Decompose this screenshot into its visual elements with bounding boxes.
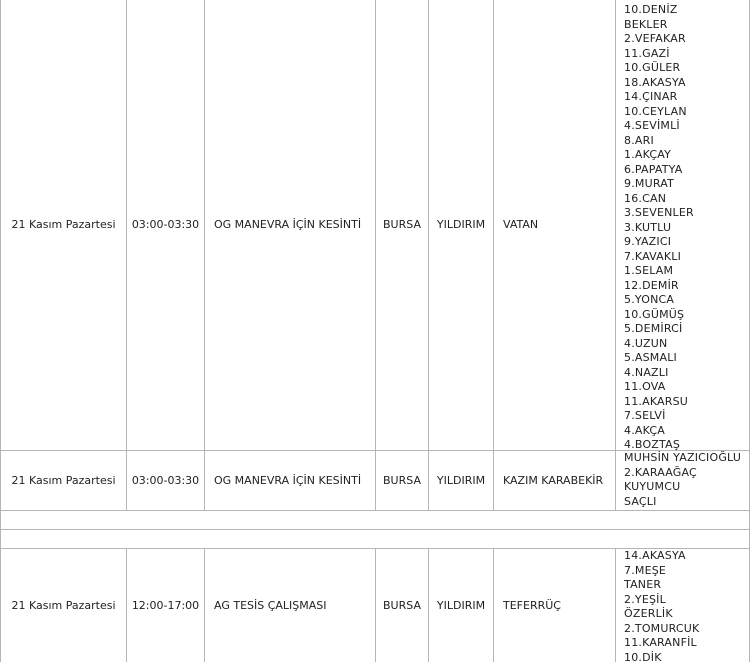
street-item: 18.AKASYA bbox=[624, 76, 750, 91]
row-divider bbox=[0, 529, 750, 530]
neighborhood-cell: KAZIM KARABEKİR bbox=[503, 451, 613, 510]
street-item: BEKLER bbox=[624, 18, 750, 33]
reason-cell: OG MANEVRA İÇİN KESİNTİ bbox=[214, 0, 374, 450]
street-item: 7.KAVAKLI bbox=[624, 250, 750, 265]
street-item: 2.YEŞİL bbox=[624, 593, 750, 608]
street-item: 10.GÜMÜŞ bbox=[624, 308, 750, 323]
street-item: 11.GAZİ bbox=[624, 47, 750, 62]
city-cell: BURSA bbox=[376, 549, 428, 663]
neighborhood-cell: VATAN bbox=[503, 0, 613, 450]
street-item: 7.MEŞE bbox=[624, 564, 750, 579]
street-item: 11.OVA bbox=[624, 380, 750, 395]
street-item: 10.DİK bbox=[624, 651, 750, 665]
street-item: 9.YAZICI bbox=[624, 235, 750, 250]
reason-cell: OG MANEVRA İÇİN KESİNTİ bbox=[214, 451, 374, 510]
street-item: 4.NAZLI bbox=[624, 366, 750, 381]
column-divider bbox=[615, 548, 616, 662]
date-cell: 21 Kasım Pazartesi bbox=[1, 451, 126, 510]
street-item: 10.GÜLER bbox=[624, 61, 750, 76]
street-item: 10.DENİZ bbox=[624, 3, 750, 18]
district-cell: YILDIRIM bbox=[429, 549, 493, 663]
street-item: 1.AKÇAY bbox=[624, 148, 750, 163]
street-item: 3.SEVENLER bbox=[624, 206, 750, 221]
street-item: ÖZERLİK bbox=[624, 607, 750, 622]
time-cell: 12:00-17:00 bbox=[127, 549, 204, 663]
street-item: 7.SELVİ bbox=[624, 409, 750, 424]
city-cell: BURSA bbox=[376, 451, 428, 510]
street-item: 11.AKARSU bbox=[624, 395, 750, 410]
street-item: 4.BOZTAŞ bbox=[624, 438, 750, 453]
column-divider bbox=[204, 0, 205, 510]
street-item: 2.KARAAĞAÇ bbox=[624, 466, 750, 481]
street-item: 10.CEYLAN bbox=[624, 105, 750, 120]
time-cell: 03:00-03:30 bbox=[127, 0, 204, 450]
streets-cell bbox=[624, 549, 750, 665]
street-item: 14.AKASYA bbox=[624, 549, 750, 564]
street-item: 9.MURAT bbox=[624, 177, 750, 192]
column-divider bbox=[615, 0, 616, 510]
street-item: 5.ASMALI bbox=[624, 351, 750, 366]
street-item: 5.DEMİRCİ bbox=[624, 322, 750, 337]
street-item: MUHSİN YAZICIOĞLU bbox=[624, 451, 750, 466]
street-item: 3.KUTLU bbox=[624, 221, 750, 236]
street-item: TANER bbox=[624, 578, 750, 593]
street-item: 2.TOMURCUK bbox=[624, 622, 750, 637]
column-divider bbox=[0, 510, 1, 548]
street-item: 4.SEVİMLİ bbox=[624, 119, 750, 134]
street-item: 6.PAPATYA bbox=[624, 163, 750, 178]
street-item: 8.ARI bbox=[624, 134, 750, 149]
column-divider bbox=[204, 548, 205, 662]
street-item: 4.UZUN bbox=[624, 337, 750, 352]
neighborhood-cell: TEFERRÜÇ bbox=[503, 549, 613, 663]
street-item: SAÇLI bbox=[624, 495, 750, 510]
street-item: 14.ÇINAR bbox=[624, 90, 750, 105]
street-item: 1.SELAM bbox=[624, 264, 750, 279]
district-cell: YILDIRIM bbox=[429, 451, 493, 510]
streets-cell bbox=[624, 451, 750, 509]
street-item: KUYUMCU bbox=[624, 480, 750, 495]
street-item: 12.DEMİR bbox=[624, 279, 750, 294]
date-cell: 21 Kasım Pazartesi bbox=[1, 0, 126, 450]
street-item: 11.KARANFİL bbox=[624, 636, 750, 651]
reason-cell: AG TESİS ÇALIŞMASI bbox=[214, 549, 374, 663]
city-cell: BURSA bbox=[376, 0, 428, 450]
district-cell: YILDIRIM bbox=[429, 0, 493, 450]
time-cell: 03:00-03:30 bbox=[127, 451, 204, 510]
row-divider bbox=[0, 510, 750, 511]
date-cell: 21 Kasım Pazartesi bbox=[1, 549, 126, 663]
streets-cell bbox=[624, 3, 750, 453]
street-item: 2.VEFAKAR bbox=[624, 32, 750, 47]
column-divider bbox=[493, 0, 494, 510]
street-item: 4.AKÇA bbox=[624, 424, 750, 439]
street-item: 16.CAN bbox=[624, 192, 750, 207]
column-divider bbox=[493, 548, 494, 662]
street-item: 5.YONCA bbox=[624, 293, 750, 308]
